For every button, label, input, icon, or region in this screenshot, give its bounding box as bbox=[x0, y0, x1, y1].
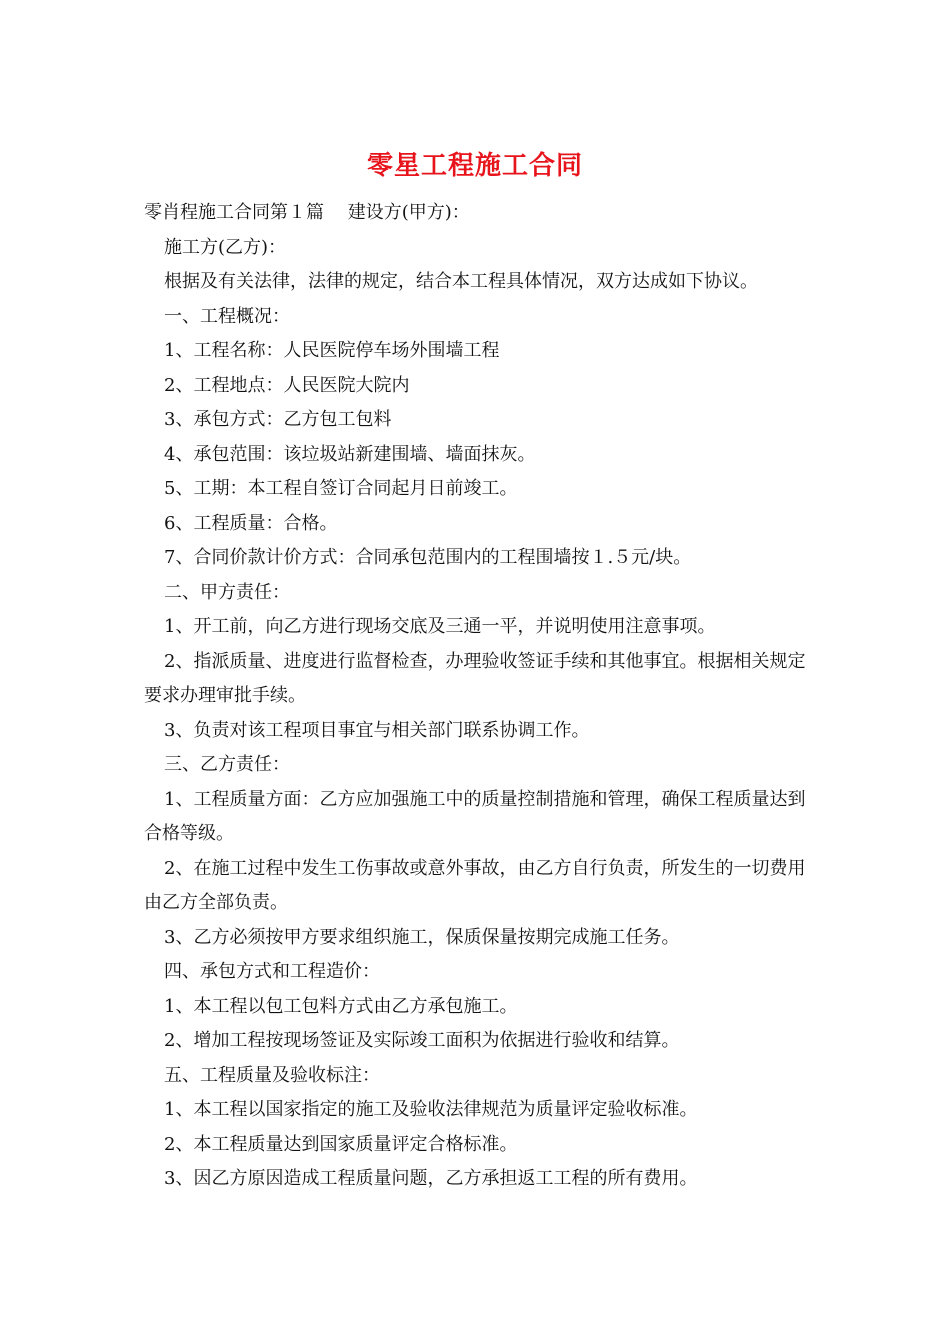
paragraph: 2、指派质量、进度进行监督检查，办理验收签证手续和其他事宜。根据相关规定要求办理审批手续。 bbox=[144, 650, 806, 706]
section-heading: 三、乙方责任： bbox=[164, 754, 290, 775]
paragraph: 1、本工程以包工包料方式由乙方承包施工。 bbox=[164, 995, 518, 1017]
paragraph: 3、乙方必须按甲方要求组织施工，保质保量按期完成施工任务。 bbox=[164, 926, 680, 948]
paragraph: 2、增加工程按现场签证及实际竣工面积为依据进行验收和结算。 bbox=[164, 1030, 680, 1051]
section-heading: 二、甲方责任： bbox=[164, 581, 290, 603]
section-heading: 五、工程质量及验收标注： bbox=[164, 1064, 380, 1086]
paragraph: 根据及有关法律，法律的规定，结合本工程具体情况，双方达成如下协议。 bbox=[164, 271, 758, 292]
paragraph: 1、本工程以国家指定的施工及验收法律规范为质量评定验收标准。 bbox=[164, 1099, 698, 1120]
paragraph: 2、本工程质量达到国家质量评定合格标准。 bbox=[164, 1133, 518, 1155]
section-heading: 四、承包方式和工程造价： bbox=[164, 961, 380, 982]
document-body bbox=[144, 196, 808, 1197]
paragraph-header: 零肖程施工合同第１篇 建设方(甲方)： bbox=[144, 202, 470, 223]
paragraph: 1、工程质量方面：乙方应加强施工中的质量控制措施和管理，确保工程质量达到合格等级。 bbox=[144, 788, 806, 844]
paragraph: 2、工程地点：人民医院大院内 bbox=[164, 374, 410, 396]
paragraph: 5、工期：本工程自签订合同起月日前竣工。 bbox=[164, 478, 518, 499]
paragraph: 1、工程名称：人民医院停车场外围墙工程 bbox=[164, 340, 500, 361]
paragraph: 4、承包范围：该垃圾站新建围墙、墙面抹灰。 bbox=[164, 443, 536, 465]
section-heading: 一、工程概况： bbox=[164, 305, 290, 327]
paragraph: 1、开工前，向乙方进行现场交底及三通一平，并说明使用注意事项。 bbox=[164, 616, 716, 637]
paragraph: 3、负责对该工程项目事宜与相关部门联系协调工作。 bbox=[164, 719, 590, 741]
paragraph: 6、工程质量：合格。 bbox=[164, 512, 338, 534]
paragraph: 7、合同价款计价方式：合同承包范围内的工程围墙按１.５元/块。 bbox=[164, 547, 692, 568]
paragraph: 3、承包方式：乙方包工包料 bbox=[164, 409, 392, 430]
paragraph: 2、在施工过程中发生工伤事故或意外事故，由乙方自行负责，所发生的一切费用由乙方全部负责。 bbox=[144, 857, 806, 913]
paragraph: 3、因乙方原因造成工程质量问题，乙方承担返工工程的所有费用。 bbox=[164, 1168, 698, 1189]
paragraph: 施工方(乙方)： bbox=[164, 236, 287, 258]
document-title: 零星工程施工合同 bbox=[366, 151, 583, 181]
